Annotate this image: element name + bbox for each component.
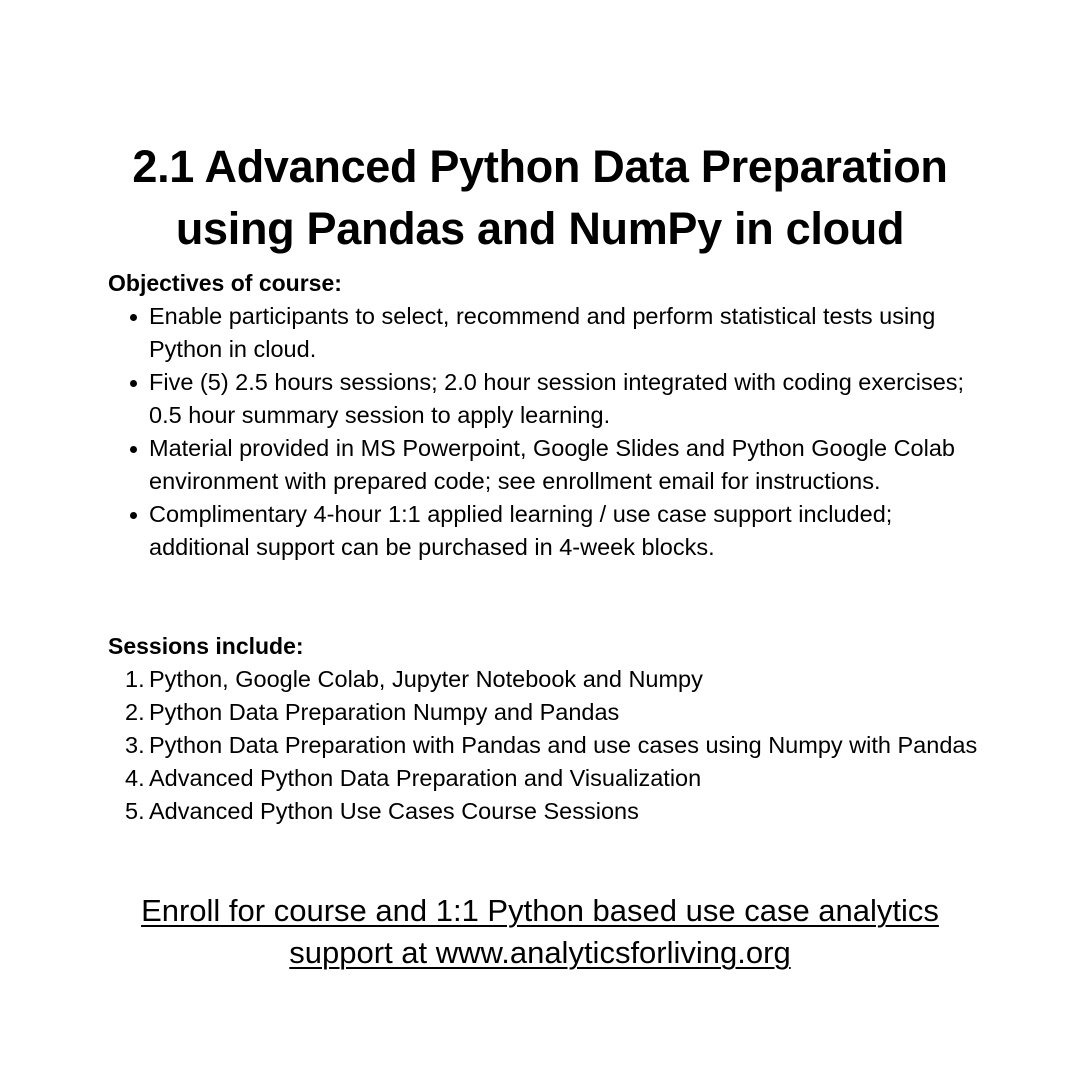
list-item: Complimentary 4-hour 1:1 applied learning / use case support included; additional support can be purchased in 4-week blocks. — [108, 498, 988, 564]
sessions-heading: Sessions include: — [108, 633, 304, 659]
title-line-1: 2.1 Advanced Python Data Preparation — [132, 141, 948, 193]
bullet-icon — [130, 314, 137, 321]
list-item: 1. Python, Google Colab, Jupyter Notebook and Numpy — [125, 666, 703, 692]
sessions-list — [108, 663, 988, 828]
page-title — [0, 136, 1080, 260]
list-item: 2. Python Data Preparation Numpy and Pandas — [125, 699, 620, 725]
objectives-heading: Objectives of course: — [108, 270, 342, 296]
title-line-2: using Pandas and NumPy in cloud — [175, 203, 905, 255]
enroll-line-2[interactable]: support at www.analyticsforliving.org — [289, 935, 791, 970]
list-item: 3. Python Data Preparation with Pandas and use cases using Numpy with Pandas — [125, 732, 978, 758]
bullet-icon — [130, 512, 137, 519]
bullet-icon — [130, 380, 137, 387]
list-item: 4. Advanced Python Data Preparation and Visualization — [125, 765, 702, 791]
list-item: Five (5) 2.5 hours sessions; 2.0 hour session integrated with coding exercises; 0.5 hour summary session to apply learning. — [108, 366, 988, 432]
list-item: Enable participants to select, recommend and perform statistical tests using Python in cloud. — [108, 300, 988, 366]
bullet-icon — [130, 446, 137, 453]
enroll-callout — [0, 890, 1080, 974]
objectives-list — [108, 300, 988, 564]
list-item: 5. Advanced Python Use Cases Course Sessions — [125, 798, 639, 824]
list-item: Material provided in MS Powerpoint, Google Slides and Python Google Colab environment with prepared code; see enrollment email for instructions. — [108, 432, 988, 498]
enroll-line-1[interactable]: Enroll for course and 1:1 Python based use case analytics — [141, 893, 939, 928]
enroll-link[interactable] — [0, 890, 1080, 974]
